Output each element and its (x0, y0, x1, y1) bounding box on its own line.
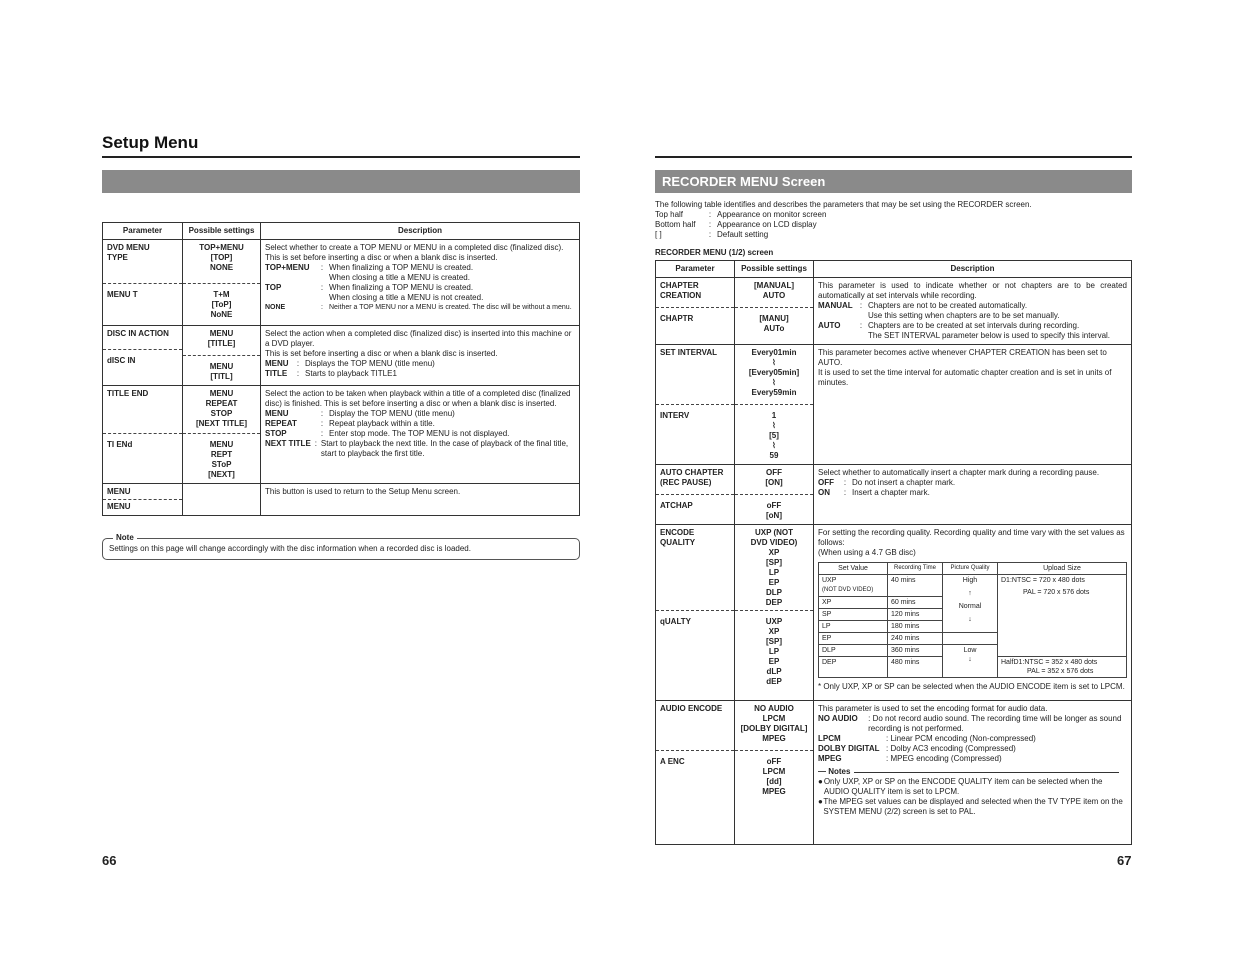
desc-key: DOLBY DIGITAL (818, 744, 880, 753)
settings-cell (183, 386, 261, 484)
section-bar-right (655, 170, 1132, 193)
col-header: Possible settings (735, 261, 814, 278)
param-name: SET INTERVAL (660, 348, 718, 357)
legend-value: Default setting (717, 230, 769, 239)
settings-value: TOP+MENU [TOP] NONE (199, 243, 244, 272)
settings-value: NO AUDIO LPCM [DOLBY DIGITAL] MPEG (740, 704, 808, 743)
quality-low: Low ↓ (943, 645, 998, 678)
desc-cell (814, 701, 1132, 845)
note-item: ● Only UXP, XP or SP on the ENCODE QUALITY item can be selected when the AUDIO QUALITY item is set to LPCM. (818, 777, 1103, 796)
title-rule-right (655, 156, 1132, 158)
desc-value: When finalizing a TOP MENU is created. When closing a title a MENU is not created. (329, 283, 484, 302)
table-row (103, 240, 580, 326)
param-name-lcd: A ENC (660, 757, 685, 766)
col-header: Description (814, 261, 1132, 278)
encode-footnote: * Only UXP, XP or SP can be selected when the AUDIO ENCODE item is set to LPCM. (818, 682, 1125, 691)
rec-time: 40 mins (888, 575, 943, 597)
param-cell (656, 525, 735, 701)
bullet-icon: ● (818, 777, 823, 786)
desc-key: NEXT TITLE (265, 439, 311, 448)
desc-text: This parameter is used to set the encoding format for audio data. (818, 704, 1048, 713)
table-row (656, 525, 1132, 701)
legend-key: Bottom half (655, 220, 696, 229)
table-row (656, 465, 1132, 525)
notes-header (818, 767, 1127, 777)
settings-cell (735, 701, 814, 845)
rec-time: 480 mins (888, 657, 943, 678)
param-cell (656, 345, 735, 465)
intro-text: The following table identifies and describes the parameters that may be set using the RECORDER screen. (655, 200, 1032, 209)
down-arrow-icon: ↓ (968, 616, 972, 623)
settings-cell (735, 465, 814, 525)
settings-value: OFF [ON] (765, 468, 783, 487)
desc-cell: Select the action to be taken when playback within a title of a completed disc (finalized disc) is finished. This is set before inserting a disc or when a blank disc is inserted. MENU : Display the TOP MENU (title menu) REPEAT : Repeat playback within a title. STOP : Enter stop mode. The TOP MENU is not displayed. NEXT TITLE : Start to playback the next title. In the case of playback of the final title, start to playback the first title. (261, 386, 580, 484)
desc-value: : MPEG encoding (Compressed) (886, 754, 1002, 763)
table-row (656, 278, 1132, 345)
section-bar (102, 170, 580, 193)
desc-value: : Dolby AC3 encoding (Compressed) (886, 744, 1016, 753)
inner-header: Set Value (819, 563, 888, 575)
param-cell (103, 484, 183, 516)
desc-value: Chapters are to be created at set intervals during recording. The SET INTERVAL parameter below is used to specify this interval. (868, 321, 1111, 340)
rec-time: 360 mins (888, 645, 943, 657)
settings-value: Every01min ⌇ [Every05min] ⌇ Every59min (748, 348, 800, 397)
desc-key: OFF (818, 478, 834, 487)
desc-key: TOP+MENU (265, 263, 310, 272)
col-header: Description (261, 223, 580, 240)
desc-value: Do not insert a chapter mark. (852, 478, 956, 487)
page-title: Setup Menu (102, 133, 199, 152)
bullet-icon: ● (818, 797, 823, 806)
quality-table (818, 562, 1127, 678)
desc-key: STOP (265, 429, 287, 438)
param-cell (103, 386, 183, 484)
table-title: RECORDER MENU (1/2) screen (655, 248, 774, 257)
col-header: Possible settings (183, 223, 261, 240)
up-arrow-icon: ↑ (968, 590, 972, 597)
desc-cell: Select the action when a completed disc (finalized disc) is inserted into this machine or a DVD player. This is set before inserting a disc or when a blank disc is inserted. MENU : Displays the TOP MENU (title menu) TITLE : Starts to playback TITLE1 (261, 326, 580, 386)
settings-value-lcd: T+M [ToP] NoNE (210, 290, 233, 319)
desc-value: Insert a chapter mark. (852, 488, 930, 497)
note-item: ● The MPEG set values can be displayed and selected when the TV TYPE item on the SYSTEM MENU (2/2) screen is set to PAL. (818, 797, 1123, 816)
param-name-lcd: INTERV (660, 411, 690, 420)
note-label: Note (113, 533, 137, 542)
quality-high: High ↑ Normal ↓ (943, 575, 998, 633)
settings-cell (183, 484, 261, 516)
desc-value: : Do not record audio sound. The recording time will be longer as sound recording is not performed. (868, 714, 1122, 733)
inner-header: Picture Quality (943, 563, 998, 575)
upload-size-d1: D1:NTSC = 720 x 480 dots PAL = 720 x 576 dots (998, 575, 1127, 657)
settings-value-lcd: oFF [oN] (766, 501, 782, 520)
settings-value: MENU REPEAT STOP [NEXT TITLE] (195, 389, 248, 428)
param-name-lcd: qUALTY (660, 617, 691, 626)
desc-key: NO AUDIO (818, 714, 858, 723)
page-number-left: 66 (102, 853, 117, 868)
rec-time: 60 mins (888, 597, 943, 609)
param-cell (103, 240, 183, 326)
desc-value: : Linear PCM encoding (Non-compressed) (886, 734, 1036, 743)
settings-cell (183, 326, 261, 386)
desc-value: Start to playback the next title. In the case of playback of the final title, start to playback the first title. (320, 439, 569, 458)
desc-cell (814, 525, 1132, 701)
param-name-lcd: TI ENd (107, 440, 133, 449)
rec-time: 180 mins (888, 621, 943, 633)
param-cell (656, 278, 735, 345)
table-row (103, 484, 580, 516)
legend-key: [ ] (655, 230, 662, 239)
desc-key: MPEG (818, 754, 842, 763)
settings-cell (735, 345, 814, 465)
param-cell (656, 701, 735, 845)
set-value: DLP (819, 645, 888, 657)
table-row (656, 701, 1132, 845)
desc-key: MENU (265, 359, 289, 368)
table-row (656, 345, 1132, 465)
desc-value: Display the TOP MENU (title menu) (329, 409, 455, 418)
desc-value: Repeat playback within a title. (329, 419, 435, 428)
settings-value-lcd: UXP XP [SP] LP EP dLP dEP (765, 617, 783, 686)
param-name: ENCODE QUALITY (660, 528, 696, 547)
desc-key: ON (818, 488, 830, 497)
table-header-row (103, 223, 580, 240)
set-value: XP (819, 597, 888, 609)
param-name-lcd: dISC IN (107, 356, 136, 365)
desc-key: MENU (265, 409, 289, 418)
desc-text: Select whether to create a TOP MENU or MENU in a completed disc (finalized disc). This is set before inserting a disc or when a blank disc is inserted. (265, 243, 564, 262)
setup-menu-table (102, 222, 580, 516)
desc-value: Chapters are not to be created automatically. Use this setting when chapters are to be set manually. (868, 301, 1060, 320)
desc-text: For setting the recording quality. Recording quality and time vary with the set values as follows: (When using a 4.7 GB disc) (818, 528, 1125, 557)
note-box (102, 533, 580, 560)
inner-header: Recording Time (888, 563, 943, 575)
desc-key: REPEAT (265, 419, 297, 428)
intro-block: The following table identifies and describes the parameters that may be set using the RECORDER screen. Top half : Appearance on monitor screen Bottom half : Appearance on LCD display [ ] : Default setting (655, 200, 1132, 240)
settings-value-lcd: oFF LPCM [dd] MPEG (762, 757, 786, 796)
param-name: DISC IN ACTION (107, 329, 169, 338)
desc-text: Select whether to automatically insert a chapter mark during a recording pause. (818, 468, 1100, 477)
note-text: Settings on this page will change accordingly with the disc information when a recorded disc is loaded. (109, 544, 471, 553)
desc-cell (814, 345, 1132, 465)
settings-cell (183, 240, 261, 326)
recorder-menu-table (655, 260, 1132, 845)
desc-value: Enter stop mode. The TOP MENU is not displayed. (329, 429, 510, 438)
param-name-lcd: MENU (107, 502, 131, 511)
settings-cell (735, 525, 814, 701)
settings-cell (735, 278, 814, 345)
desc-key: AUTO (818, 321, 841, 330)
desc-cell (261, 484, 580, 516)
settings-value: UXP (NOT DVD VIDEO) XP [SP] LP EP DLP DEP (750, 528, 798, 607)
desc-value: Neither a TOP MENU nor a MENU is created. The disc will be without a menu. (329, 304, 572, 311)
table-row (103, 386, 580, 484)
settings-value: [MANUAL] AUTO (754, 281, 794, 300)
set-value: DEP (819, 657, 888, 678)
desc-cell: Select whether to create a TOP MENU or MENU in a completed disc (finalized disc). This is set before inserting a disc or when a blank disc is inserted. TOP+MENU : When finalizing a TOP MENU is created. When closing a title a MENU is created. TOP : When finalizing a TOP MENU is created. When closing a title a MENU is not created. NONE : Neither a TOP MENU nor a MENU is created. The disc will be without a menu. (261, 240, 580, 326)
down-arrow-icon: ↓ (968, 656, 972, 663)
table-row (103, 326, 580, 386)
section-title: RECORDER MENU Screen (662, 174, 826, 189)
desc-key: LPCM (818, 734, 841, 743)
table-header-row (656, 261, 1132, 278)
notes-label: — Notes (818, 767, 851, 776)
settings-value-lcd: MENU [TITL] (209, 362, 234, 381)
page-number-right: 67 (1117, 853, 1132, 868)
param-name-lcd: ATCHAP (660, 501, 693, 510)
desc-key: TITLE (265, 369, 288, 378)
desc-value: Displays the TOP MENU (title menu) (305, 359, 435, 368)
param-name: MENU (107, 487, 131, 496)
param-name: AUTO CHAPTER (REC PAUSE) (660, 468, 724, 487)
rec-time: 120 mins (888, 609, 943, 621)
legend-value: Appearance on LCD display (717, 220, 817, 229)
title-rule (102, 156, 580, 158)
param-cell (656, 465, 735, 525)
param-name-lcd: MENU T (107, 290, 138, 299)
set-value: SP (819, 609, 888, 621)
desc-key: NONE (265, 304, 286, 311)
desc-text: Select the action to be taken when playback within a title of a completed disc (finalized disc) is finished. This is set before inserting a disc or when a blank disc is inserted. (265, 389, 571, 408)
settings-value-lcd: 1 ⌇ [5] ⌇ 59 (769, 411, 779, 460)
desc-text: This parameter becomes active whenever CHAPTER CREATION has been set to AUTO. It is used to set the time interval for automatic chapter creation and is set in units of minutes. (818, 348, 1112, 387)
col-header: Parameter (103, 223, 183, 240)
desc-value: Starts to playback TITLE1 (305, 369, 397, 378)
desc-text: This parameter is used to indicate whether or not chapters are to be created automatically at set intervals while recording. (818, 281, 1127, 300)
legend-key: Top half (655, 210, 684, 219)
desc-value: When finalizing a TOP MENU is created. When closing a title a MENU is created. (329, 263, 474, 282)
desc-text: This button is used to return to the Setup Menu screen. (265, 487, 461, 496)
legend-value: Appearance on monitor screen (717, 210, 827, 219)
param-name: DVD MENU TYPE (107, 243, 150, 262)
settings-value: MENU [TITLE] (207, 329, 236, 348)
param-name-lcd: CHAPTR (660, 314, 694, 323)
rec-time: 240 mins (888, 633, 943, 645)
param-name: AUDIO ENCODE (660, 704, 723, 713)
desc-text: Select the action when a completed disc (finalized disc) is inserted into this machine or a DVD player. This is set before inserting a disc or when a blank disc is inserted. (265, 329, 572, 358)
desc-cell: This parameter is used to indicate whether or not chapters are to be created automatically at set intervals while recording. MANUAL : Chapters are not to be created automatically. Use this setting when chapters are to be set manually. AUTO : Chapters are to be created at set intervals during recording. The SET INTERVAL parameter below is used to specify this interval. (814, 278, 1132, 345)
desc-cell: Select whether to automatically insert a chapter mark during a recording pause. OFF : Do not insert a chapter mark. ON : Insert a chapter mark. (814, 465, 1132, 525)
set-value: LP (819, 621, 888, 633)
col-header: Parameter (656, 261, 735, 278)
desc-key: TOP (265, 283, 282, 292)
upload-size-half: HalfD1:NTSC = 352 x 480 dots PAL = 352 x 576 dots (998, 657, 1127, 678)
param-name: CHAPTER CREATION (660, 281, 702, 300)
desc-key: MANUAL (818, 301, 853, 310)
inner-header: Upload Size (998, 563, 1127, 575)
param-cell (103, 326, 183, 386)
set-value: UXP (NOT DVD VIDEO) (819, 575, 888, 597)
param-name: TITLE END (107, 389, 149, 398)
settings-value-lcd: MENU REPT SToP [NEXT] (208, 440, 235, 479)
settings-value-lcd: [MANU] AUTo (759, 314, 789, 333)
set-value: EP (819, 633, 888, 645)
